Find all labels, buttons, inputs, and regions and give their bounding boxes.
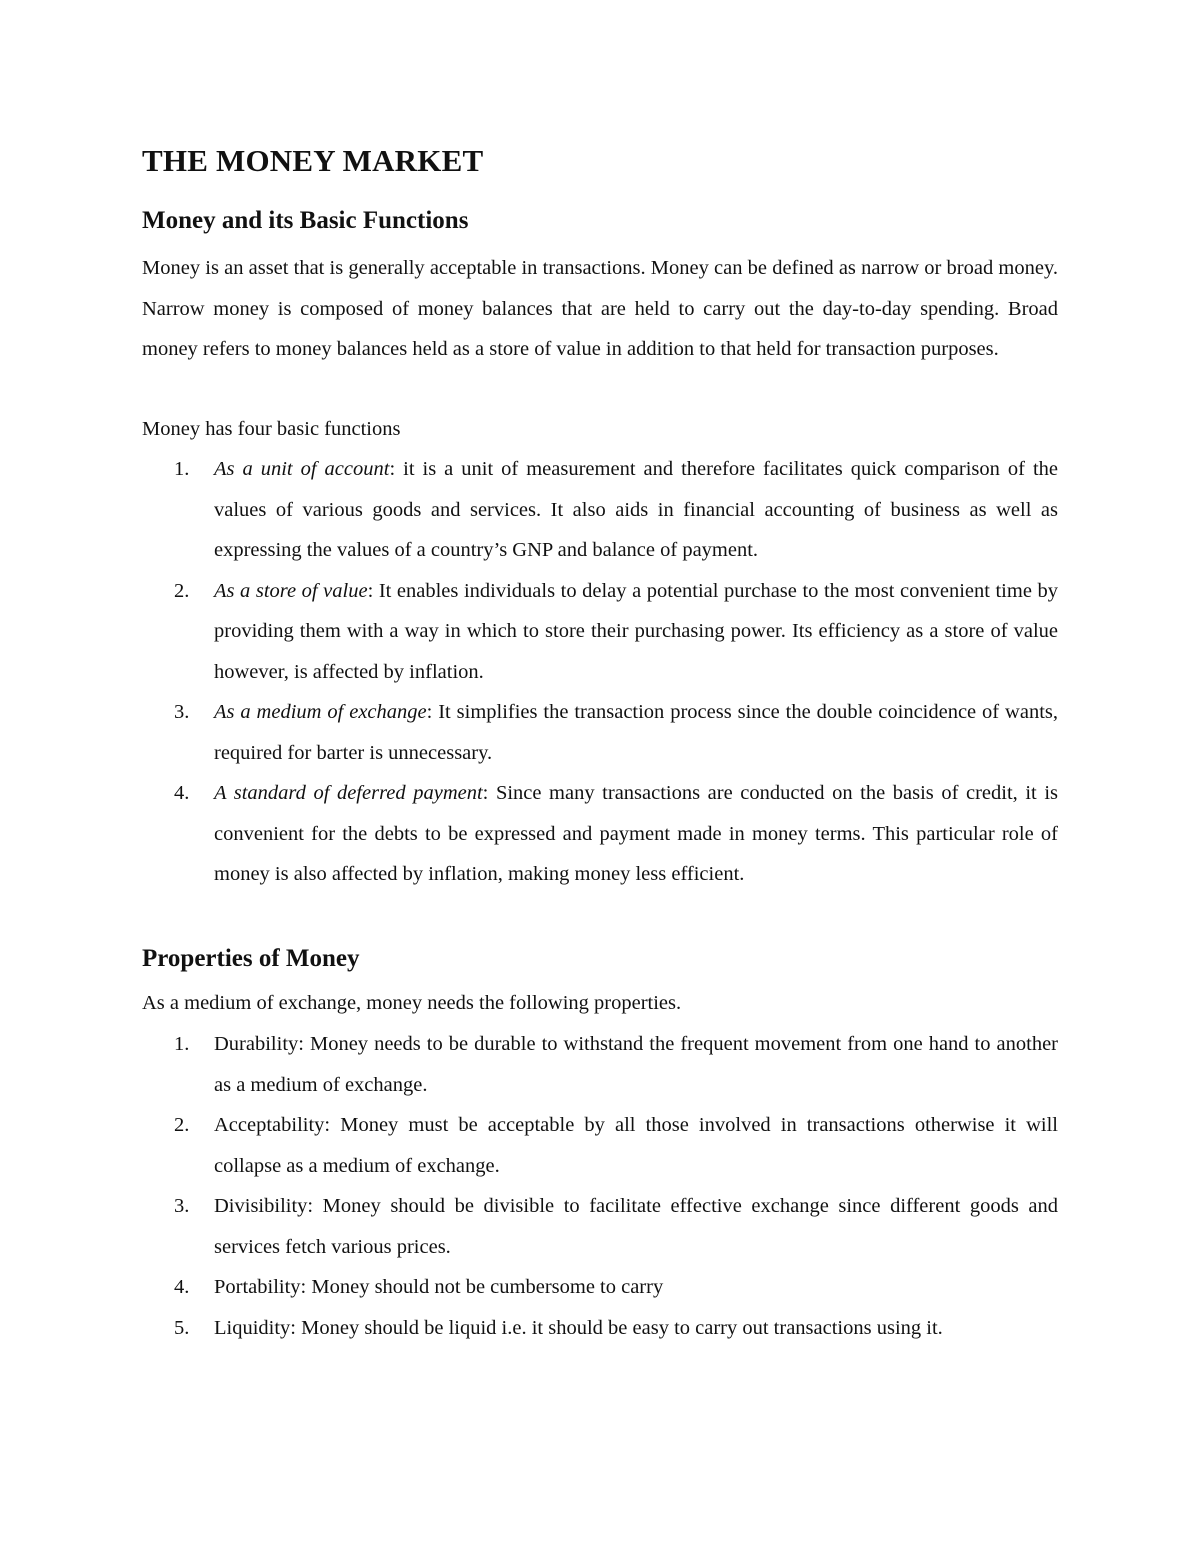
section-heading-functions: Money and its Basic Functions bbox=[142, 207, 469, 234]
list-item bbox=[142, 1267, 1058, 1308]
list-item-text: : Since many transactions are conducted on the basis of credit, it is convenient for the debts to be expressed and payment made in money terms. This particular role of money is also affected by inflation, making money less efficient. bbox=[214, 782, 1058, 885]
list-item-number: 2. bbox=[174, 579, 190, 602]
intro-paragraph: Money is an asset that is generally acceptable in transactions. Money can be defined as narrow or broad money. Narrow money is composed of money balances that are held to carry out the day-to-day spending. Broad money refers to money balances held as a store of value in addition to that held for transaction purposes. bbox=[142, 257, 1058, 360]
list-item-number: 1. bbox=[174, 1033, 190, 1055]
list-item-text: : it is a unit of measurement and therefore facilitates quick comparison of the values of various goods and services. It also aids in financial accounting of business as well as expressing the values of a country’s GNP and balance of payment. bbox=[214, 458, 1059, 561]
list-item-number: 3. bbox=[174, 1195, 190, 1217]
list-item-text: : It enables individuals to delay a potential purchase to the most convenient time by providing them with a way in which to store their purchasing power. Its efficiency as a store of value however, is affected by inflation. bbox=[214, 579, 1058, 683]
functions-lead-text: Money has four basic functions bbox=[142, 418, 401, 440]
list-item bbox=[142, 1186, 1058, 1267]
list-item bbox=[142, 1024, 1058, 1105]
functions-list bbox=[142, 449, 1058, 895]
document-title: THE MONEY MARKET bbox=[142, 143, 484, 178]
list-item bbox=[142, 1308, 1058, 1349]
list-item bbox=[142, 773, 1058, 895]
list-item bbox=[142, 571, 1058, 693]
list-item-term: A standard of deferred payment bbox=[214, 782, 483, 804]
list-item bbox=[142, 1105, 1058, 1186]
list-item-number: 4. bbox=[174, 782, 190, 804]
list-item-term: As a store of value bbox=[214, 579, 368, 602]
list-item-number: 3. bbox=[174, 701, 190, 723]
properties-list bbox=[142, 1024, 1058, 1348]
list-item-text: Liquidity: Money should be liquid i.e. it should be easy to carry out transactions using it. bbox=[214, 1316, 943, 1339]
list-item-number: 4. bbox=[174, 1276, 190, 1298]
list-item-text: Durability: Money needs to be durable to withstand the frequent movement from one hand to another as a medium of exchange. bbox=[214, 1033, 1058, 1096]
properties-lead-text: As a medium of exchange, money needs the following properties. bbox=[142, 992, 682, 1014]
list-item-term: As a unit of account bbox=[214, 458, 390, 480]
list-item-text: Portability: Money should not be cumbersome to carry bbox=[214, 1276, 664, 1298]
list-item-number: 2. bbox=[174, 1114, 190, 1136]
list-item bbox=[142, 449, 1058, 571]
section-heading-properties: Properties of Money bbox=[142, 945, 360, 972]
list-item-text: Divisibility: Money should be divisible to facilitate effective exchange since different goods and services fetch various prices. bbox=[214, 1195, 1058, 1258]
list-item-text: Acceptability: Money must be acceptable by all those involved in transactions otherwise it will collapse as a medium of exchange. bbox=[214, 1114, 1058, 1177]
list-item bbox=[142, 692, 1058, 773]
list-item-number: 1. bbox=[174, 458, 190, 480]
list-item-number: 5. bbox=[174, 1316, 190, 1339]
list-item-term: As a medium of exchange bbox=[214, 701, 427, 723]
list-item-text: : It simplifies the transaction process since the double coincidence of wants, required for barter is unnecessary. bbox=[214, 701, 1058, 764]
